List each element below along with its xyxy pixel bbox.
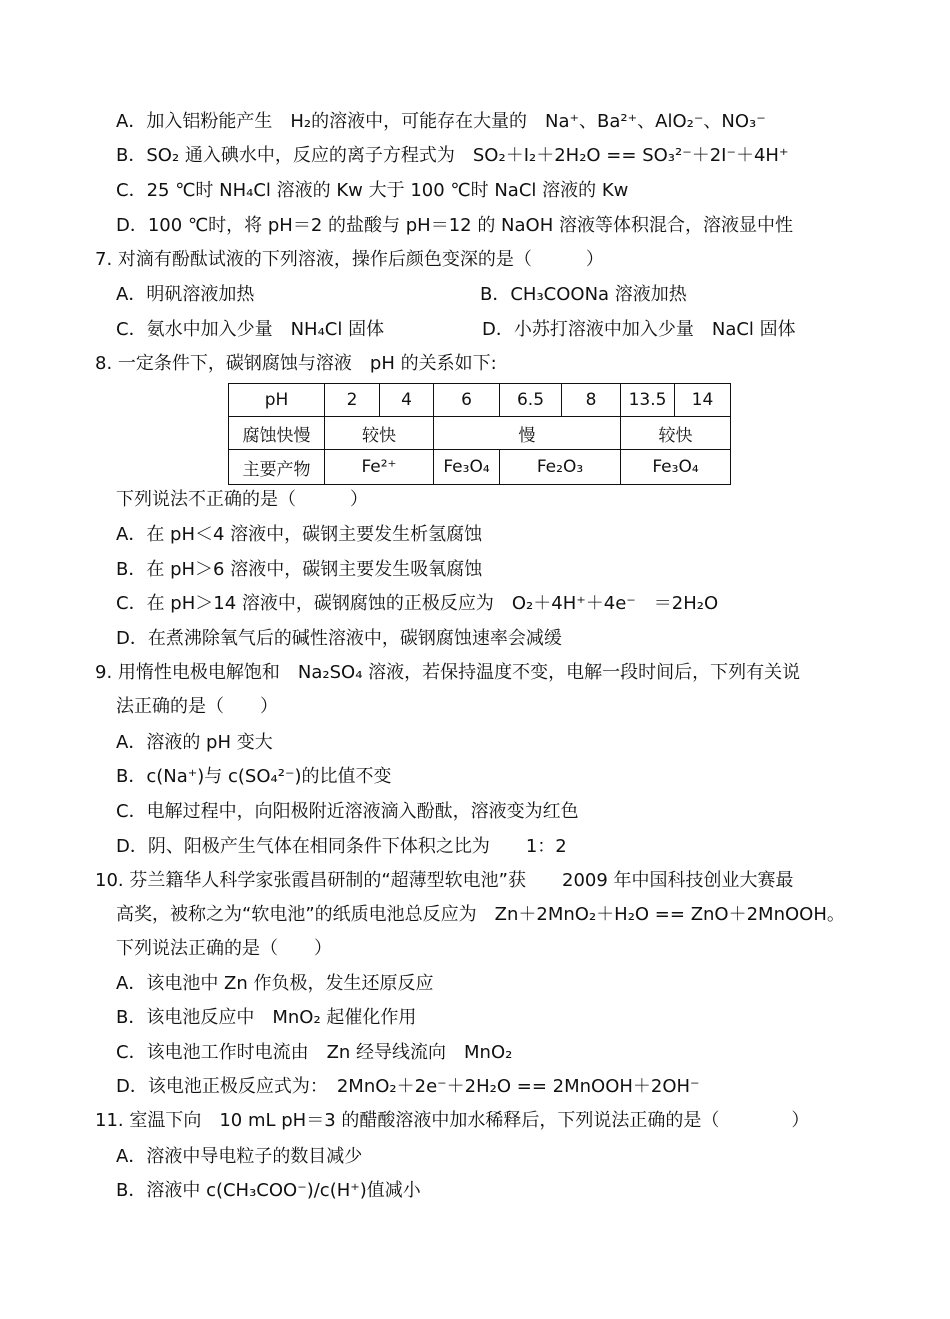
q7-option-d: D．小苏打溶液中加入少量 NaCl 固体	[482, 319, 796, 340]
q10-stem-cont: 高奖，被称之为“软电池”的纸质电池总反应为 Zn＋2MnO₂＋H₂O == ZnO＋2MnOOH。	[116, 904, 845, 925]
table-cell: 较快	[325, 417, 434, 450]
table-cell: Fe₃O₄	[621, 450, 731, 485]
q7-option-c: C．氨水中加入少量 NH₄Cl 固体	[116, 319, 385, 340]
table-cell: 2	[325, 384, 380, 417]
q10-option-d: D．该电池正极反应式为： 2MnO₂＋2e⁻＋2H₂O == 2MnOOH＋2OH⁻	[116, 1076, 700, 1097]
q8-ask: 下列说法不正确的是（ ）	[116, 489, 368, 510]
q9-option-a: A．溶液的 pH 变大	[116, 732, 273, 753]
q8-option-d: D．在煮沸除氧气后的碱性溶液中，碳钢腐蚀速率会减缓	[116, 628, 562, 649]
table-cell: 4	[380, 384, 434, 417]
table-cell: Fe²⁺	[325, 450, 434, 485]
table-cell: pH	[229, 384, 325, 417]
q10-option-a: A．该电池中 Zn 作负极，发生还原反应	[116, 973, 434, 994]
q6-option-b: B．SO₂ 通入碘水中，反应的离子方程式为 SO₂＋I₂＋2H₂O == SO₃²⁻＋2I⁻＋4H⁺	[116, 145, 789, 166]
q6-option-d: D．100 ℃时，将 pH＝2 的盐酸与 pH＝12 的 NaOH 溶液等体积混合，溶液显中性	[116, 215, 793, 236]
q10-stem: 10. 芬兰籍华人科学家张霞昌研制的“超薄型软电池”获 2009 年中国科技创业大赛最	[95, 870, 794, 891]
q9-option-d: D．阴、阳极产生气体在相同条件下体积之比为 1：2	[116, 836, 567, 857]
table-cell: 慢	[434, 417, 621, 450]
table-cell: 主要产物	[229, 450, 325, 485]
q8-option-a: A．在 pH＜4 溶液中，碳钢主要发生析氢腐蚀	[116, 524, 483, 545]
q11-option-a: A．溶液中导电粒子的数目减少	[116, 1146, 363, 1167]
table-cell: Fe₃O₄	[434, 450, 500, 485]
q9-stem: 9. 用惰性电极电解饱和 Na₂SO₄ 溶液，若保持温度不变，电解一段时间后，下列有关说	[95, 662, 801, 683]
table-cell: 13.5	[621, 384, 675, 417]
table-cell: 较快	[621, 417, 731, 450]
q11-stem: 11. 室温下向 10 mL pH＝3 的醋酸溶液中加水稀释后，下列说法正确的是（ ）	[95, 1110, 810, 1131]
q9-option-b: B．c(Na⁺)与 c(SO₄²⁻)的比值不变	[116, 766, 392, 787]
q7-option-a: A．明矾溶液加热	[116, 284, 255, 305]
q6-option-a: A．加入铝粉能产生 H₂的溶液中，可能存在大量的 Na⁺、Ba²⁺、AlO₂⁻、NO₃⁻	[116, 111, 766, 132]
table-cell: 6	[434, 384, 500, 417]
table-cell: 6.5	[500, 384, 562, 417]
q10-ask: 下列说法正确的是（ ）	[116, 938, 332, 959]
q9-stem-cont: 法正确的是（ ）	[116, 696, 278, 717]
q7-stem: 7. 对滴有酚酞试液的下列溶液，操作后颜色变深的是（ ）	[95, 249, 604, 270]
q9-option-c: C．电解过程中，向阳极附近溶液滴入酚酞，溶液变为红色	[116, 801, 579, 822]
table-cell: 腐蚀快慢	[229, 417, 325, 450]
table-row	[229, 384, 731, 417]
q8-option-c: C．在 pH＞14 溶液中，碳钢腐蚀的正极反应为 O₂＋4H⁺＋4e⁻ ＝2H₂O	[116, 593, 719, 614]
q7-option-b: B．CH₃COONa 溶液加热	[480, 284, 687, 305]
corrosion-table	[228, 383, 731, 485]
q8-option-b: B．在 pH＞6 溶液中，碳钢主要发生吸氧腐蚀	[116, 559, 483, 580]
q10-option-b: B．该电池反应中 MnO₂ 起催化作用	[116, 1007, 417, 1028]
table-row	[229, 450, 731, 485]
table-cell: 14	[675, 384, 731, 417]
q11-option-b: B．溶液中 c(CH₃COO⁻)/c(H⁺)值减小	[116, 1180, 421, 1201]
q6-option-c: C．25 ℃时 NH₄Cl 溶液的 Kw 大于 100 ℃时 NaCl 溶液的 Kw	[116, 180, 629, 201]
q8-stem: 8. 一定条件下，碳钢腐蚀与溶液 pH 的关系如下:	[95, 353, 497, 374]
table-cell: 8	[562, 384, 621, 417]
q10-option-c: C．该电池工作时电流由 Zn 经导线流向 MnO₂	[116, 1042, 513, 1063]
table-row	[229, 417, 731, 450]
table-cell: Fe₂O₃	[500, 450, 621, 485]
